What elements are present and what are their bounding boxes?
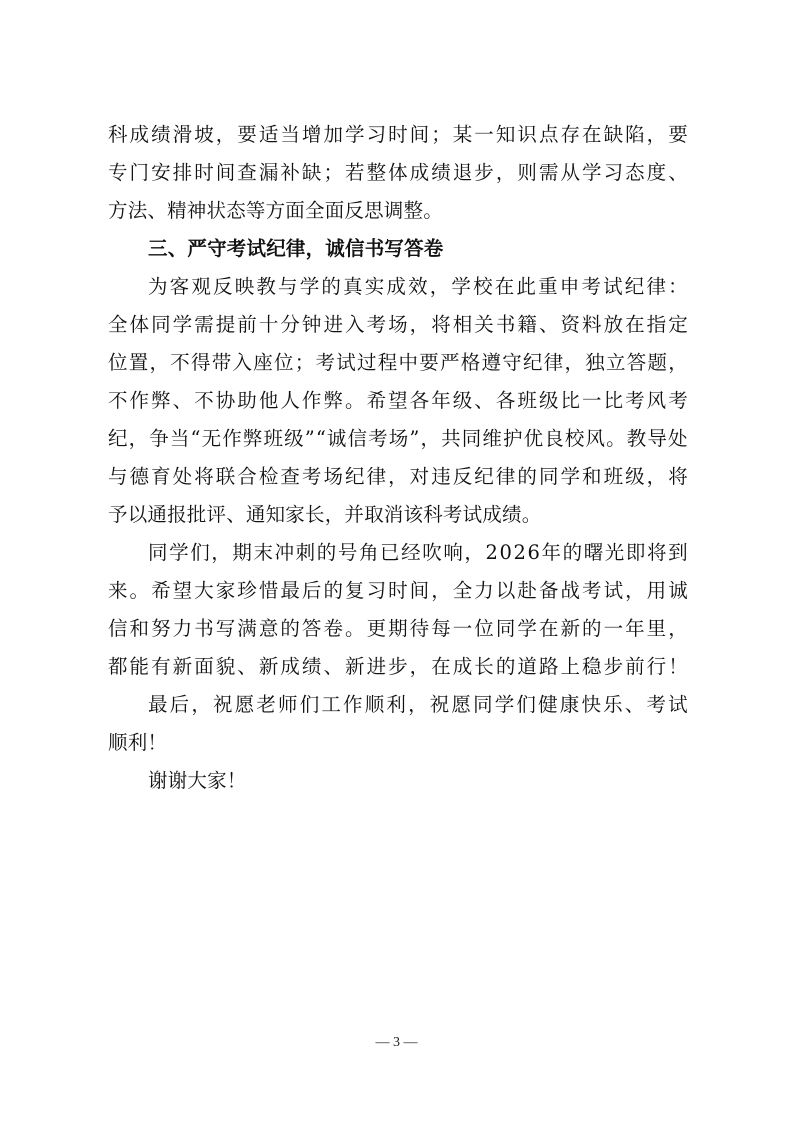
text-line: 最 后 ， 祝 愿 老 师 们 工 作 顺 利 ， 祝 愿 同 学 们 健 康 快 乐 、 考 试 (148, 693, 688, 716)
text-line: 谢谢大家！ (148, 769, 247, 792)
text-line: 同 学 们 ， 期 末 冲 刺 的 号 角 已 经 吹 响 ， 2 0 2 6 年 的 曙 光 即 将 到 (148, 541, 688, 564)
text-line: 予以通报批评、通知家长，并取消该科考试成绩。 (108, 503, 542, 526)
text-line: 都 能 有 新 面 貌 、 新 成 绩 、 新 进 步 ， 在 成 长 的 道 路 上 稳 步 前 行 ！ (108, 655, 688, 678)
text-line: 位 置 ， 不 得 带 入 座 位 ； 考 试 过 程 中 要 严 格 遵 守 纪 律 ， 独 立 答 题 ， (108, 351, 688, 374)
text-line: 科 成 绩 滑 坡 ， 要 适 当 增 加 学 习 时 间 ； 某 一 知 识 点 存 在 缺 陷 ， 要 (108, 123, 688, 146)
text-line: 专 门 安 排 时 间 查 漏 补 缺 ； 若 整 体 成 绩 退 步 ， 则 需 从 学 习 态 度 、 (108, 161, 688, 184)
text-line: 顺利！ (108, 731, 168, 754)
text-line: 为 客 观 反 映 教 与 学 的 真 实 成 效 ， 学 校 在 此 重 申 考 试 纪 律 ： (148, 275, 688, 298)
text-line: 纪 ， 争 当 “ 无 作 弊 班 级 ” “ 诚 信 考 场 ” ， 共 同 维 护 优 良 校 风 。 教 导 处 (108, 427, 688, 450)
text-line: 来 。 希 望 大 家 珍 惜 最 后 的 复 习 时 间 ， 全 力 以 赴 备 战 考 试 ， 用 诚 (108, 579, 688, 602)
section-heading: 三、严守考试纪律，诚信书写答卷 (148, 237, 444, 260)
document-body (108, 116, 688, 800)
text-line: 方法、精神状态等方面全面反思调整。 (108, 199, 443, 222)
text-line: 不 作 弊 、 不 协 助 他 人 作 弊 。 希 望 各 年 级 、 各 班 级 比 一 比 考 风 考 (108, 389, 688, 412)
text-line: 信 和 努 力 书 写 满 意 的 答 卷 。 更 期 待 每 一 位 同 学 在 新 的 一 年 里 ， (108, 617, 688, 640)
text-line: 全 体 同 学 需 提 前 十 分 钟 进 入 考 场 ， 将 相 关 书 籍 、 资 料 放 在 指 定 (108, 313, 688, 336)
text-line: 与 德 育 处 将 联 合 检 查 考 场 纪 律 ， 对 违 反 纪 律 的 同 学 和 班 级 ， 将 (108, 465, 688, 488)
page-number: — 3 — (375, 1035, 418, 1050)
